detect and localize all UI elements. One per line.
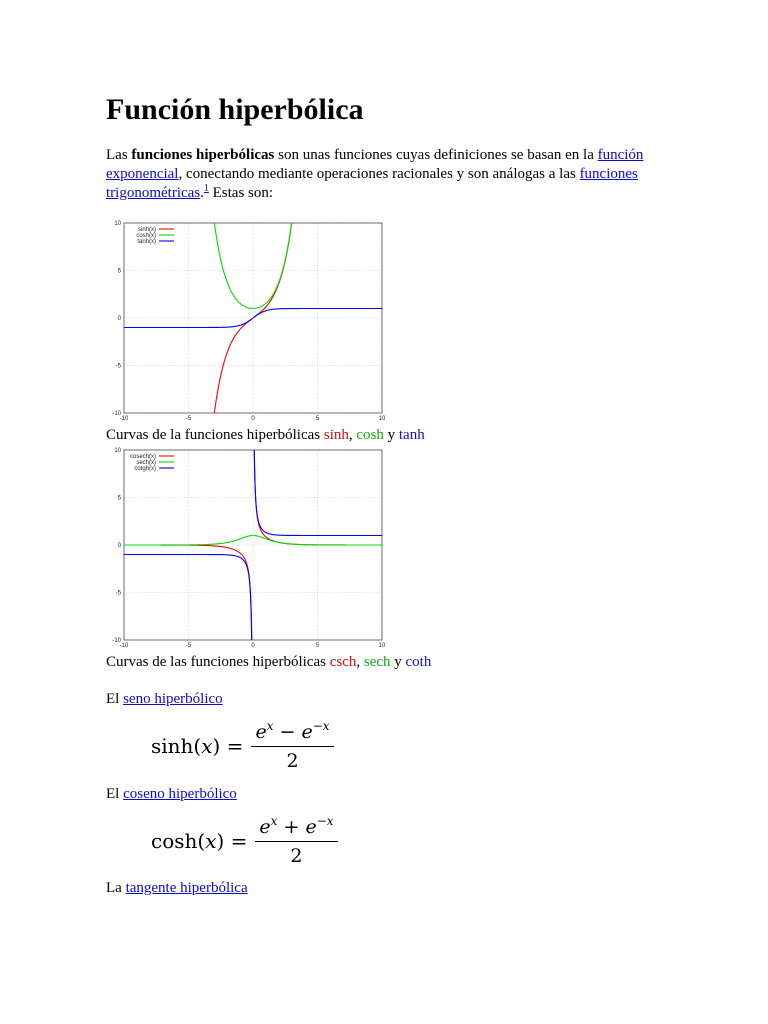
formula-exponent: x: [270, 813, 278, 828]
y-tick-label: -5: [115, 590, 121, 597]
chart-sinh-cosh-tanh: [106, 218, 390, 422]
link-coseno-hiperbolico[interactable]: coseno hiperbólico: [123, 786, 237, 802]
caption-separator: ,: [356, 654, 364, 670]
legend-label: sinh(x): [137, 227, 156, 233]
caption-separator: ,: [348, 427, 357, 443]
section-prefix: El: [106, 691, 124, 707]
caption-separator: y: [390, 654, 406, 670]
link-funciones-trigonometricas[interactable]: funciones trigonométricas: [106, 166, 638, 201]
caption-sech: sech: [363, 654, 391, 670]
y-tick-label: -10: [112, 638, 121, 644]
formula-equals: ) =: [216, 829, 248, 853]
caption-text: Curvas de la funciones hiperbólicas: [106, 427, 324, 443]
caption-coth: coth: [405, 654, 432, 670]
formula-equals: ) =: [212, 734, 244, 758]
x-tick-label: 5: [315, 416, 320, 422]
y-tick-label: 10: [114, 221, 121, 227]
x-tick-label: -10: [119, 643, 129, 649]
legend-label: sech(x): [136, 460, 156, 466]
intro-text: son unas funciones cuyas definiciones se basan en la: [274, 147, 598, 163]
x-tick-label: -5: [185, 643, 192, 649]
y-tick-label: 0: [117, 543, 121, 549]
y-tick-label: 5: [117, 495, 121, 502]
page-title: Función hiperbólica: [106, 93, 364, 126]
link-funcion-exponencial[interactable]: función exponencial: [106, 147, 644, 182]
legend-label: cotgh(x): [134, 466, 156, 472]
caption-tanh: tanh: [398, 427, 425, 443]
formula-var: x: [201, 734, 213, 758]
formula-exponent: −x: [316, 813, 334, 828]
section-cosh-heading: [106, 785, 237, 803]
link-seno-hiperbolico[interactable]: seno hiperbólico: [123, 691, 223, 707]
intro-paragraph: [106, 146, 651, 203]
formula-exponent: −x: [312, 718, 330, 733]
formula-fn: cosh(: [151, 829, 206, 853]
formula-e: e: [255, 720, 267, 743]
formula-denominator: 2: [290, 844, 303, 867]
caption-chart-2: [106, 653, 431, 671]
legend-label: tanh(x): [137, 239, 156, 245]
intro-text: Las: [106, 147, 132, 163]
legend-label: cosh(x): [136, 233, 156, 239]
formula-lhs: [151, 829, 247, 853]
x-tick-label: 10: [378, 416, 386, 422]
formula-denominator: 2: [286, 749, 299, 772]
intro-text: Estas son:: [208, 185, 274, 201]
formula-var: x: [205, 829, 217, 853]
x-tick-label: 10: [378, 643, 386, 649]
formula-fraction: [251, 718, 333, 772]
formula-numerator: [251, 718, 333, 747]
x-tick-label: -5: [185, 416, 192, 422]
caption-text: Curvas de las funciones hiperbólicas: [106, 654, 330, 670]
legend-label: cosech(x): [129, 454, 156, 460]
caption-separator: y: [383, 427, 399, 443]
formula-e: e: [305, 815, 317, 838]
y-tick-label: 5: [117, 268, 121, 275]
intro-bold-term: funciones hiperbólicas: [131, 147, 275, 163]
y-tick-label: -10: [112, 411, 121, 417]
formula-fraction: [255, 813, 337, 867]
formula-operator: −: [273, 720, 302, 743]
caption-cosh: cosh: [356, 427, 384, 443]
x-tick-label: 5: [315, 643, 320, 649]
y-tick-label: 0: [117, 316, 121, 322]
formula-numerator: [255, 813, 337, 842]
x-tick-label: -10: [119, 416, 129, 422]
section-prefix: El: [106, 786, 124, 802]
formula-exponent: x: [266, 718, 274, 733]
section-prefix: La: [106, 880, 126, 896]
caption-sinh: sinh: [323, 427, 349, 443]
formula-sinh: [151, 716, 334, 776]
formula-lhs: [151, 734, 243, 758]
y-tick-label: 10: [114, 448, 121, 454]
intro-text: , conectando mediante operaciones racionales y son análogas a las: [178, 166, 580, 182]
formula-cosh: [151, 811, 338, 871]
x-tick-label: 0: [251, 416, 255, 422]
intro-text: .: [200, 185, 204, 201]
y-tick-label: -5: [115, 363, 121, 370]
caption-csch: csch: [329, 654, 357, 670]
chart-csch-sech-coth: [106, 445, 390, 649]
section-tanh-heading: [106, 879, 248, 897]
formula-e: e: [259, 815, 271, 838]
formula-e: e: [301, 720, 313, 743]
caption-chart-1: [106, 426, 425, 444]
x-tick-label: 0: [251, 643, 255, 649]
formula-fn: sinh(: [151, 734, 202, 758]
link-tangente-hiperbolica[interactable]: tangente hiperbólica: [125, 880, 248, 896]
reference-link[interactable]: 1: [203, 183, 209, 194]
section-sinh-heading: [106, 690, 223, 708]
formula-operator: +: [277, 815, 306, 838]
